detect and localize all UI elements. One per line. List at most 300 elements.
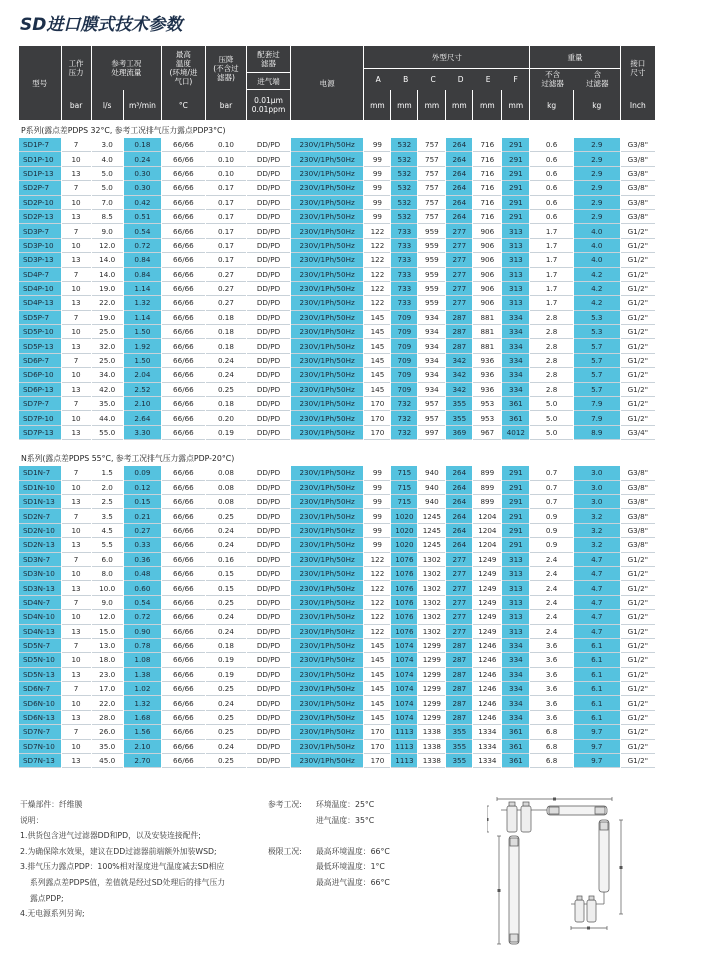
- ref-inlet: 进气温度：35°C: [316, 815, 375, 825]
- table-cell: 0.17: [206, 210, 247, 224]
- model-cell: SD3N-10: [19, 567, 61, 581]
- table-cell: 9.0: [92, 224, 123, 238]
- table-cell: 0.27: [124, 524, 161, 538]
- table-cell: 4.7: [574, 553, 620, 567]
- table-cell: 0.25: [206, 754, 247, 768]
- table-cell: 2.10: [124, 397, 161, 411]
- table-cell: 230V/1Ph/50Hz: [291, 368, 364, 382]
- table-cell: 0.33: [124, 538, 161, 552]
- table-cell: 1302: [418, 625, 445, 639]
- note-2: 2.为确保除水效果，建议在DD过滤器前端额外加装WSD;: [20, 846, 217, 856]
- table-cell: 3.6: [530, 711, 573, 725]
- table-cell: 1.32: [124, 296, 161, 310]
- table-cell: 1302: [418, 567, 445, 581]
- table-cell: 6.1: [574, 653, 620, 667]
- table-cell: 145: [364, 354, 390, 368]
- table-cell: G3/8": [621, 210, 655, 224]
- table-cell: 0.24: [206, 368, 247, 382]
- table-cell: 145: [364, 668, 390, 682]
- table-cell: 66/66: [162, 682, 205, 696]
- ref-label: 参考工况:: [268, 800, 302, 809]
- table-cell: 264: [446, 167, 472, 181]
- model-cell: SD7N-7: [19, 725, 61, 739]
- table-cell: 0.9: [530, 524, 573, 538]
- table-cell: 2.4: [530, 596, 573, 610]
- table-cell: 3.0: [574, 481, 620, 495]
- table-cell: 145: [364, 325, 390, 339]
- table-cell: 2.4: [530, 610, 573, 624]
- table-cell: 957: [418, 411, 445, 425]
- table-cell: 99: [364, 481, 390, 495]
- table-cell: 532: [391, 152, 417, 166]
- table-cell: 342: [446, 354, 472, 368]
- table-cell: 6.0: [92, 553, 123, 567]
- table-row: [19, 495, 655, 509]
- table-cell: 170: [364, 754, 390, 768]
- table-cell: G1/2": [621, 625, 655, 639]
- table-cell: 277: [446, 224, 472, 238]
- table-cell: 66/66: [162, 181, 205, 195]
- table-cell: 66/66: [162, 339, 205, 353]
- table-cell: 0.9: [530, 538, 573, 552]
- table-cell: 230V/1Ph/50Hz: [291, 282, 364, 296]
- table-cell: 2.8: [530, 383, 573, 397]
- table-cell: 230V/1Ph/50Hz: [291, 596, 364, 610]
- note-3-cont: 系列露点差PDPS值，差值就是经过SD处理后的排气压力: [30, 877, 226, 887]
- table-cell: G3/8": [621, 167, 655, 181]
- table-cell: 0.27: [206, 296, 247, 310]
- table-cell: 6.8: [530, 740, 573, 754]
- table-cell: 959: [418, 224, 445, 238]
- table-cell: 1076: [391, 596, 417, 610]
- table-cell: 2.04: [124, 368, 161, 382]
- table-row: [19, 368, 655, 382]
- table-row: [19, 596, 655, 610]
- note-4: 4.无电源系列另询;: [20, 909, 85, 919]
- table-cell: 230V/1Ph/50Hz: [291, 167, 364, 181]
- table-cell: 0.24: [206, 696, 247, 710]
- table-cell: 1.68: [124, 711, 161, 725]
- table-cell: 1302: [418, 610, 445, 624]
- table-cell: 1302: [418, 553, 445, 567]
- table-cell: 1334: [473, 740, 501, 754]
- table-cell: 2.70: [124, 754, 161, 768]
- table-cell: 66/66: [162, 383, 205, 397]
- table-cell: 99: [364, 167, 390, 181]
- table-cell: 145: [364, 711, 390, 725]
- table-cell: 757: [418, 210, 445, 224]
- table-cell: 0.15: [206, 581, 247, 595]
- model-cell: SD2P-10: [19, 196, 61, 210]
- table-cell: 7: [62, 466, 91, 480]
- table-row: [19, 581, 655, 595]
- table-cell: 25.0: [92, 354, 123, 368]
- table-cell: G1/2": [621, 383, 655, 397]
- table-cell: 13: [62, 581, 91, 595]
- table-cell: 9.7: [574, 725, 620, 739]
- table-cell: DD/PD: [247, 138, 290, 152]
- table-cell: 934: [418, 325, 445, 339]
- table-cell: 277: [446, 610, 472, 624]
- table-cell: 34.0: [92, 368, 123, 382]
- table-cell: G1/2": [621, 411, 655, 425]
- table-cell: DD/PD: [247, 411, 290, 425]
- unit-kg-1: kg: [530, 90, 573, 120]
- table-cell: 10: [62, 610, 91, 624]
- table-cell: 66/66: [162, 740, 205, 754]
- table-cell: 145: [364, 368, 390, 382]
- table-cell: 953: [473, 397, 501, 411]
- table-cell: G1/2": [621, 239, 655, 253]
- table-cell: 170: [364, 725, 390, 739]
- table-cell: 230V/1Ph/50Hz: [291, 567, 364, 581]
- table-cell: 122: [364, 239, 390, 253]
- table-cell: 1246: [473, 696, 501, 710]
- unit-mm-b: mm: [391, 90, 417, 120]
- table-cell: 0.25: [206, 725, 247, 739]
- table-cell: 25.0: [92, 325, 123, 339]
- table-row: [19, 625, 655, 639]
- table-cell: 2.10: [124, 740, 161, 754]
- col-model: 型号: [19, 46, 61, 120]
- table-cell: G3/8": [621, 196, 655, 210]
- table-cell: 6.1: [574, 639, 620, 653]
- table-cell: G1/2": [621, 268, 655, 282]
- table-cell: 0.6: [530, 152, 573, 166]
- table-cell: 0.54: [124, 224, 161, 238]
- table-cell: 2.4: [530, 625, 573, 639]
- table-cell: G1/2": [621, 639, 655, 653]
- table-cell: 44.0: [92, 411, 123, 425]
- table-cell: 2.8: [530, 311, 573, 325]
- table-cell: 361: [502, 740, 529, 754]
- table-cell: 0.27: [206, 268, 247, 282]
- table-cell: 230V/1Ph/50Hz: [291, 740, 364, 754]
- table-cell: 2.9: [574, 181, 620, 195]
- table-cell: 66/66: [162, 253, 205, 267]
- table-cell: 3.0: [574, 466, 620, 480]
- table-cell: G1/2": [621, 653, 655, 667]
- table-cell: G3/4": [621, 426, 655, 440]
- table-cell: 1.7: [530, 239, 573, 253]
- table-cell: G1/2": [621, 253, 655, 267]
- table-row: [19, 567, 655, 581]
- table-cell: G1/2": [621, 368, 655, 382]
- table-cell: 3.5: [92, 509, 123, 523]
- table-cell: 2.8: [530, 339, 573, 353]
- table-cell: DD/PD: [247, 466, 290, 480]
- table-cell: 7: [62, 596, 91, 610]
- table-cell: 22.0: [92, 696, 123, 710]
- table-cell: 1.56: [124, 725, 161, 739]
- table-cell: 0.17: [206, 196, 247, 210]
- table-cell: G1/2": [621, 354, 655, 368]
- table-cell: 5.5: [92, 538, 123, 552]
- table-cell: G3/8": [621, 466, 655, 480]
- table-cell: 1.38: [124, 668, 161, 682]
- col-w-nofilter: 不含 过滤器: [541, 70, 564, 88]
- table-cell: 0.16: [206, 553, 247, 567]
- table-cell: 361: [502, 725, 529, 739]
- table-cell: 4.7: [574, 581, 620, 595]
- table-cell: 1299: [418, 639, 445, 653]
- table-cell: 313: [502, 596, 529, 610]
- table-cell: 291: [502, 538, 529, 552]
- table-cell: 230V/1Ph/50Hz: [291, 639, 364, 653]
- table-cell: 0.24: [124, 152, 161, 166]
- note-3: 3.排气压力露点PDP：100%相对湿度进气温度减去SD相应: [20, 862, 225, 872]
- table-cell: DD/PD: [247, 397, 290, 411]
- table-cell: 122: [364, 610, 390, 624]
- table-cell: DD/PD: [247, 567, 290, 581]
- table-cell: DD/PD: [247, 581, 290, 595]
- table-cell: 1.14: [124, 311, 161, 325]
- table-cell: 66/66: [162, 282, 205, 296]
- table-cell: 881: [473, 339, 501, 353]
- unit-ls: l/s: [92, 90, 123, 120]
- table-cell: DD/PD: [247, 625, 290, 639]
- table-cell: 0.18: [124, 138, 161, 152]
- table-cell: 0.15: [206, 567, 247, 581]
- table-row: [19, 339, 655, 353]
- table-cell: 2.9: [574, 138, 620, 152]
- table-cell: 334: [502, 668, 529, 682]
- table-cell: 9.0: [92, 596, 123, 610]
- table-cell: 2.8: [530, 354, 573, 368]
- table-cell: 1302: [418, 581, 445, 595]
- table-row: [19, 325, 655, 339]
- table-cell: 1.50: [124, 354, 161, 368]
- table-cell: 957: [418, 397, 445, 411]
- table-row: [19, 411, 655, 425]
- table-cell: 7.9: [574, 411, 620, 425]
- table-cell: 230V/1Ph/50Hz: [291, 311, 364, 325]
- table-cell: 1.14: [124, 282, 161, 296]
- table-cell: 287: [446, 711, 472, 725]
- table-cell: 0.78: [124, 639, 161, 653]
- table-cell: 0.25: [206, 509, 247, 523]
- table-cell: 277: [446, 239, 472, 253]
- model-cell: SD4N-7: [19, 596, 61, 610]
- limit-max-ambient: 最高环境温度：66°C: [316, 846, 390, 856]
- table-cell: 733: [391, 282, 417, 296]
- table-cell: 10: [62, 411, 91, 425]
- table-cell: G1/2": [621, 711, 655, 725]
- table-cell: 6.1: [574, 682, 620, 696]
- table-cell: 230V/1Ph/50Hz: [291, 397, 364, 411]
- table-cell: DD/PD: [247, 653, 290, 667]
- table-cell: 287: [446, 668, 472, 682]
- table-cell: 122: [364, 224, 390, 238]
- table-cell: 313: [502, 253, 529, 267]
- table-cell: 1246: [473, 711, 501, 725]
- table-cell: 122: [364, 596, 390, 610]
- model-cell: SD4P-10: [19, 282, 61, 296]
- table-cell: 264: [446, 481, 472, 495]
- table-cell: 10: [62, 239, 91, 253]
- table-cell: 355: [446, 740, 472, 754]
- table-cell: 334: [502, 354, 529, 368]
- unit-m3: m³/min: [124, 90, 161, 120]
- table-cell: 287: [446, 325, 472, 339]
- table-cell: 7: [62, 224, 91, 238]
- table-cell: 264: [446, 524, 472, 538]
- table-cell: 291: [502, 181, 529, 195]
- table-cell: 709: [391, 354, 417, 368]
- table-cell: 230V/1Ph/50Hz: [291, 653, 364, 667]
- model-cell: SD2N-10: [19, 524, 61, 538]
- table-cell: 277: [446, 553, 472, 567]
- table-cell: 0.10: [206, 152, 247, 166]
- table-row: [19, 138, 655, 152]
- model-cell: SD3P-10: [19, 239, 61, 253]
- table-cell: 1.5: [92, 466, 123, 480]
- table-cell: 0.24: [206, 354, 247, 368]
- table-cell: DD/PD: [247, 481, 290, 495]
- table-cell: 355: [446, 725, 472, 739]
- table-cell: 230V/1Ph/50Hz: [291, 196, 364, 210]
- dim-letter-c: C: [430, 74, 436, 84]
- table-cell: 899: [473, 495, 501, 509]
- table-cell: 953: [473, 411, 501, 425]
- table-cell: 230V/1Ph/50Hz: [291, 754, 364, 768]
- table-cell: 733: [391, 239, 417, 253]
- table-cell: 0.09: [124, 466, 161, 480]
- table-cell: 1334: [473, 725, 501, 739]
- table-cell: 940: [418, 466, 445, 480]
- table-cell: 940: [418, 481, 445, 495]
- table-cell: 10: [62, 368, 91, 382]
- table-cell: 277: [446, 253, 472, 267]
- table-cell: 5.3: [574, 311, 620, 325]
- table-cell: 940: [418, 495, 445, 509]
- table-cell: 10: [62, 696, 91, 710]
- table-cell: 3.6: [530, 653, 573, 667]
- table-cell: 8.0: [92, 567, 123, 581]
- table-cell: 145: [364, 311, 390, 325]
- table-cell: G3/8": [621, 509, 655, 523]
- table-cell: 66/66: [162, 711, 205, 725]
- table-cell: 313: [502, 625, 529, 639]
- table-cell: 1249: [473, 596, 501, 610]
- table-cell: DD/PD: [247, 296, 290, 310]
- table-cell: 0.60: [124, 581, 161, 595]
- table-cell: 1076: [391, 625, 417, 639]
- table-cell: 230V/1Ph/50Hz: [291, 296, 364, 310]
- table-cell: 757: [418, 181, 445, 195]
- table-cell: 9.7: [574, 754, 620, 768]
- table-cell: DD/PD: [247, 339, 290, 353]
- table-cell: 7: [62, 639, 91, 653]
- table-cell: 4.0: [574, 253, 620, 267]
- table-cell: 715: [391, 481, 417, 495]
- table-cell: 230V/1Ph/50Hz: [291, 138, 364, 152]
- table-cell: DD/PD: [247, 668, 290, 682]
- table-cell: 709: [391, 311, 417, 325]
- unit-mm-e: mm: [473, 90, 501, 120]
- table-cell: 313: [502, 268, 529, 282]
- table-cell: 66/66: [162, 368, 205, 382]
- table-cell: 66/66: [162, 325, 205, 339]
- table-cell: 5.0: [92, 167, 123, 181]
- col-power: 电源: [291, 46, 364, 120]
- table-cell: 145: [364, 383, 390, 397]
- table-row: [19, 282, 655, 296]
- table-cell: 959: [418, 282, 445, 296]
- ref-ambient: 环境温度：25°C: [316, 800, 375, 809]
- table-cell: 2.0: [92, 481, 123, 495]
- conditions: [268, 797, 390, 891]
- table-cell: 264: [446, 509, 472, 523]
- table-cell: 934: [418, 383, 445, 397]
- table-cell: 66/66: [162, 696, 205, 710]
- table-cell: G3/8": [621, 524, 655, 538]
- table-cell: 66/66: [162, 553, 205, 567]
- model-cell: SD6P-7: [19, 354, 61, 368]
- table-cell: 709: [391, 339, 417, 353]
- table-cell: 1246: [473, 639, 501, 653]
- table-cell: 0.84: [124, 268, 161, 282]
- table-cell: 0.6: [530, 196, 573, 210]
- table-cell: 5.7: [574, 339, 620, 353]
- table-cell: 122: [364, 567, 390, 581]
- table-row: [19, 466, 655, 480]
- table-cell: 7: [62, 725, 91, 739]
- table-cell: 0.12: [124, 481, 161, 495]
- table-cell: 532: [391, 210, 417, 224]
- section-title: N系列(露点差PDPS 55°C, 参考工况排气压力露点PDP-20°C): [21, 454, 235, 464]
- table-cell: 14.0: [92, 253, 123, 267]
- table-cell: 0.24: [206, 740, 247, 754]
- table-cell: G1/2": [621, 696, 655, 710]
- table-cell: 959: [418, 296, 445, 310]
- table-cell: G1/2": [621, 339, 655, 353]
- table-cell: 0.24: [206, 625, 247, 639]
- table-cell: 1020: [391, 538, 417, 552]
- table-cell: 4.7: [574, 567, 620, 581]
- table-cell: 1249: [473, 581, 501, 595]
- table-cell: 532: [391, 196, 417, 210]
- notes: [20, 797, 280, 922]
- table-cell: 66/66: [162, 625, 205, 639]
- table-cell: 1113: [391, 740, 417, 754]
- table-cell: 287: [446, 682, 472, 696]
- table-cell: 0.17: [206, 239, 247, 253]
- table-cell: 6.8: [530, 754, 573, 768]
- table-cell: 1020: [391, 524, 417, 538]
- table-cell: 277: [446, 581, 472, 595]
- table-cell: 230V/1Ph/50Hz: [291, 354, 364, 368]
- table-cell: 1076: [391, 567, 417, 581]
- table-cell: 1.02: [124, 682, 161, 696]
- table-cell: 0.18: [206, 311, 247, 325]
- table-cell: 66/66: [162, 196, 205, 210]
- table-cell: 1113: [391, 725, 417, 739]
- table-row: [19, 268, 655, 282]
- table-cell: 6.1: [574, 668, 620, 682]
- table-cell: 13.0: [92, 639, 123, 653]
- unit-mm-d: mm: [446, 90, 472, 120]
- table-cell: 313: [502, 239, 529, 253]
- limit-label: 极限工况:: [268, 846, 302, 856]
- model-cell: SD7P-7: [19, 397, 61, 411]
- table-row: [19, 610, 655, 624]
- table-row: [19, 354, 655, 368]
- table-cell: 230V/1Ph/50Hz: [291, 725, 364, 739]
- model-cell: SD3N-7: [19, 553, 61, 567]
- table-cell: 66/66: [162, 411, 205, 425]
- table-cell: 1.32: [124, 696, 161, 710]
